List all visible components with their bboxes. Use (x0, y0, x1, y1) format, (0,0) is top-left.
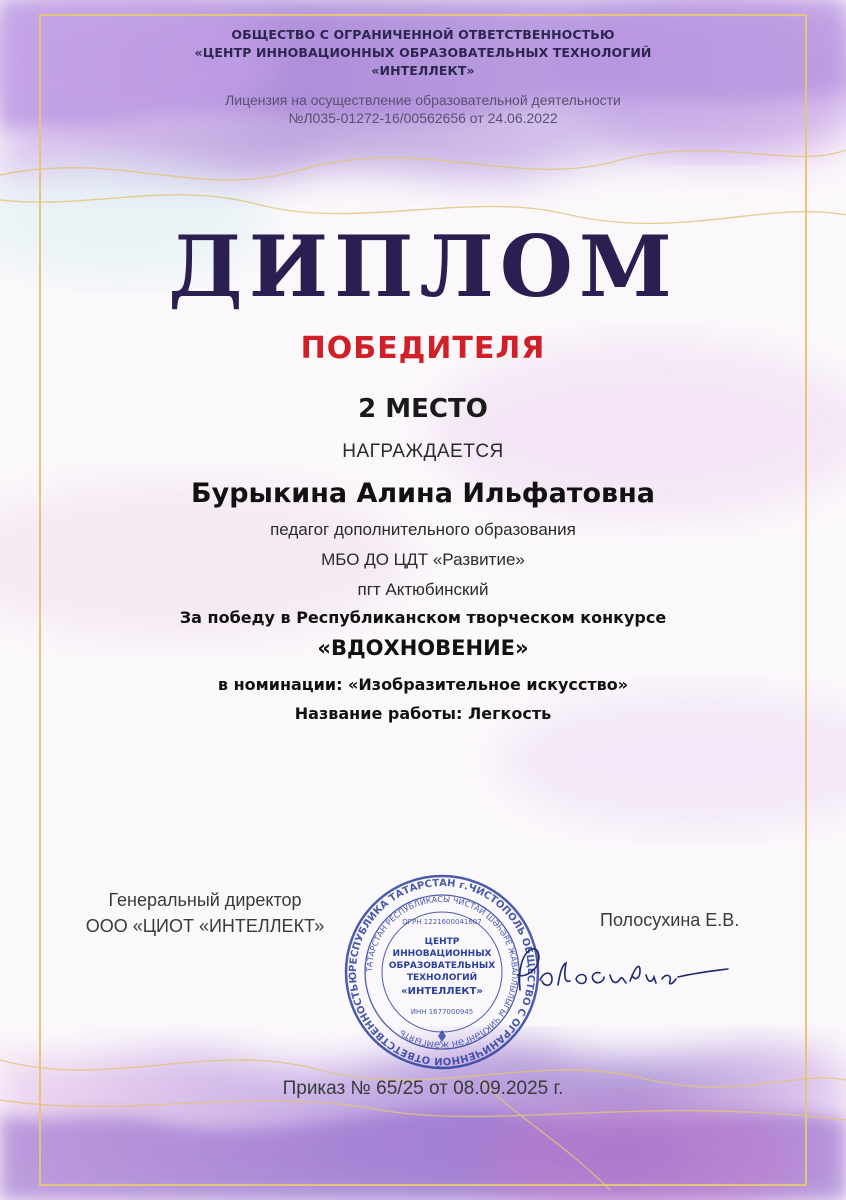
org-name-line-2: «ЦЕНТР ИННОВАЦИОННЫХ ОБРАЗОВАТЕЛЬНЫХ ТЕХНОЛОГИЙ (194, 45, 652, 60)
recipient-name: Бурыкина Алина Ильфатовна (191, 478, 655, 509)
license-line-2: №Л035-01272-16/00562656 от 24.06.2022 (288, 110, 558, 126)
nomination: в номинации: «Изобразительное искусство» (217, 675, 629, 694)
stamp-center-line-5: «ИНТЕЛЛЕКТ» (401, 986, 483, 997)
order-number: Приказ № 65/25 от 08.09.2025 г. (282, 1078, 564, 1099)
recipient-position: педагог дополнительного образования (270, 520, 576, 539)
stamp-inn: ИНН 1677000945 (410, 1008, 474, 1016)
work-title: Название работы: Легкость (294, 704, 552, 723)
signer-name: Полосухина Е.В. (600, 910, 740, 930)
license-line-1: Лицензия на осуществление образовательной деятельности (225, 92, 621, 108)
stamp-ring-text-tatar: ТАТАРСТАН РЕСПУБЛИКАСЫ ЧИСТАЙ ШӘҺӘРЕ ЖАВАПЛЫЛЫГЫ ЧИКЛӘНГӘН ҖӘМГЫЯТЬ (364, 894, 520, 1050)
stamp-center-line-1: ЦЕНТР (424, 937, 460, 947)
recipient-organization: МБО ДО ЦДТ «Развитие» (321, 550, 525, 569)
recipient-locality: пгт Актюбинский (357, 580, 489, 599)
handwritten-signature (500, 935, 730, 1005)
org-name-line-3: «ИНТЕЛЛЕКТ» (371, 63, 475, 78)
place-label: 2 МЕСТО (358, 394, 488, 424)
stamp-center-line-2: ИННОВАЦИОННЫХ (392, 949, 492, 959)
director-title-line-2: ООО «ЦИОТ «ИНТЕЛЛЕКТ» (85, 916, 325, 936)
director-title-line-1: Генеральный директор (108, 890, 302, 910)
stamp-ogrn: ОГРН 1221600041607 (402, 918, 482, 926)
org-name-line-1: ОБЩЕСТВО С ОГРАНИЧЕННОЙ ОТВЕТСТВЕННОСТЬЮ (231, 27, 615, 42)
stamp-center-line-4: ТЕХНОЛОГИЙ (406, 973, 478, 983)
diploma-title: ДИПЛОМ (168, 217, 678, 316)
stamp-center-line-3: ОБРАЗОВАТЕЛЬНЫХ (388, 961, 496, 971)
contest-name: «ВДОХНОВЕНИЕ» (317, 636, 529, 660)
award-reason: За победу в Республиканском творческом конкурсе (179, 608, 667, 627)
diploma-subtitle: ПОБЕДИТЕЛЯ (300, 331, 546, 366)
stamp-ring-text: РЕСПУБЛИКА ТАТАРСТАН г.ЧИСТОПОЛЬ ОБЩЕСТВО С ОГРАНИЧЕННОЙ ОТВЕТСТВЕННОСТЬЮ (347, 877, 537, 1067)
awarded-label: НАГРАЖДАЕТСЯ (342, 441, 504, 462)
